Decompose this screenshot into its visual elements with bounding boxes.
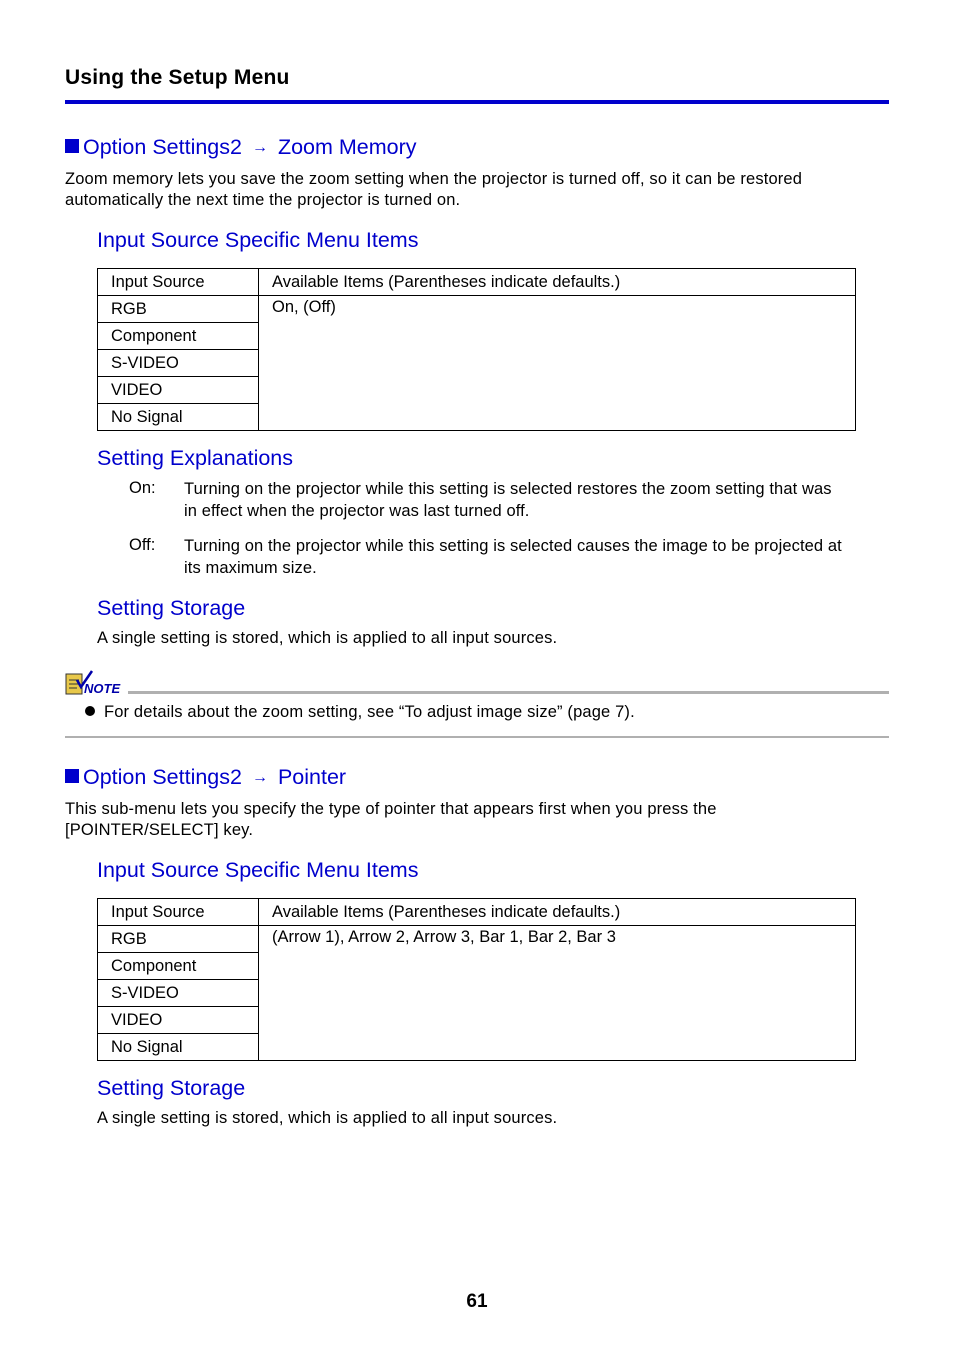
pointer-storage-text: A single setting is stored, which is applied to all input sources.	[97, 1109, 558, 1127]
square-bullet-icon	[65, 139, 79, 153]
table-header-row	[98, 269, 856, 296]
col-input-source-header: Input Source	[98, 269, 259, 296]
source-cell: S-VIDEO	[98, 980, 259, 1007]
source-cell: RGB	[98, 926, 259, 953]
page-number: 61	[466, 1291, 488, 1312]
col-input-source-header: Input Source	[98, 899, 259, 926]
source-cell: Component	[98, 953, 259, 980]
explanation-text-off: Turning on the projector while this setting is selected causes the image to be projected at its maximum size.	[184, 537, 842, 577]
source-cell: S-VIDEO	[98, 350, 259, 377]
section-title-prefix: Option Settings2	[83, 135, 242, 159]
section-title-zoom-memory	[65, 135, 417, 160]
pointer-table-heading: Input Source Specific Menu Items	[97, 858, 419, 882]
available-items-cell: On, (Off)	[259, 296, 856, 431]
note-divider-top	[128, 691, 889, 694]
table-header-row	[98, 899, 856, 926]
explanation-text-on: Turning on the projector while this setting is selected restores the zoom setting that was in effect when the projector was last turned off.	[184, 480, 832, 520]
section-title-suffix: Zoom Memory	[277, 135, 417, 159]
source-cell: No Signal	[98, 1034, 259, 1061]
section-title-prefix: Option Settings2	[83, 765, 242, 789]
arrow-right-icon: →	[251, 139, 268, 156]
bullet-icon	[85, 706, 95, 716]
pointer-storage-heading: Setting Storage	[97, 1076, 246, 1100]
col-available-items-header: Available Items (Parentheses indicate defaults.)	[259, 269, 856, 296]
page-header-title: Using the Setup Menu	[65, 66, 290, 89]
section-title-pointer	[65, 765, 346, 790]
source-cell: Component	[98, 323, 259, 350]
arrow-right-icon: →	[251, 769, 268, 786]
pointer-intro-text: This sub-menu lets you specify the type of pointer that appears first when you press the [POINTER/SELECT] key.	[65, 800, 717, 839]
zoom-storage-text: A single setting is stored, which is applied to all input sources.	[97, 629, 558, 647]
square-bullet-icon	[65, 769, 79, 783]
explanation-label-off: Off:	[129, 536, 156, 554]
available-items-cell: (Arrow 1), Arrow 2, Arrow 3, Bar 1, Bar 2, Bar 3	[259, 926, 856, 1061]
note-divider-bottom	[65, 736, 889, 738]
section-title-suffix: Pointer	[277, 765, 347, 789]
table-row	[98, 926, 856, 953]
table-row	[98, 296, 856, 323]
note-icon-label: NOTE	[84, 681, 121, 696]
zoom-table-heading: Input Source Specific Menu Items	[97, 228, 419, 252]
zoom-intro-text: Zoom memory lets you save the zoom setting when the projector is turned off, so it can be restored automatically the next time the projector is turned on.	[65, 170, 803, 209]
explanations-heading: Setting Explanations	[97, 446, 294, 470]
source-cell: No Signal	[98, 404, 259, 431]
note-bullet-text: For details about the zoom setting, see “To adjust image size” (page 7).	[104, 703, 635, 721]
header-rule	[65, 100, 889, 104]
source-cell: RGB	[98, 296, 259, 323]
source-cell: VIDEO	[98, 1007, 259, 1034]
zoom-input-source-table	[97, 268, 856, 431]
zoom-storage-heading: Setting Storage	[97, 596, 246, 620]
source-cell: VIDEO	[98, 377, 259, 404]
note-icon	[65, 670, 123, 701]
col-available-items-header: Available Items (Parentheses indicate defaults.)	[259, 899, 856, 926]
explanation-label-on: On:	[129, 479, 156, 497]
pointer-input-source-table	[97, 898, 856, 1061]
